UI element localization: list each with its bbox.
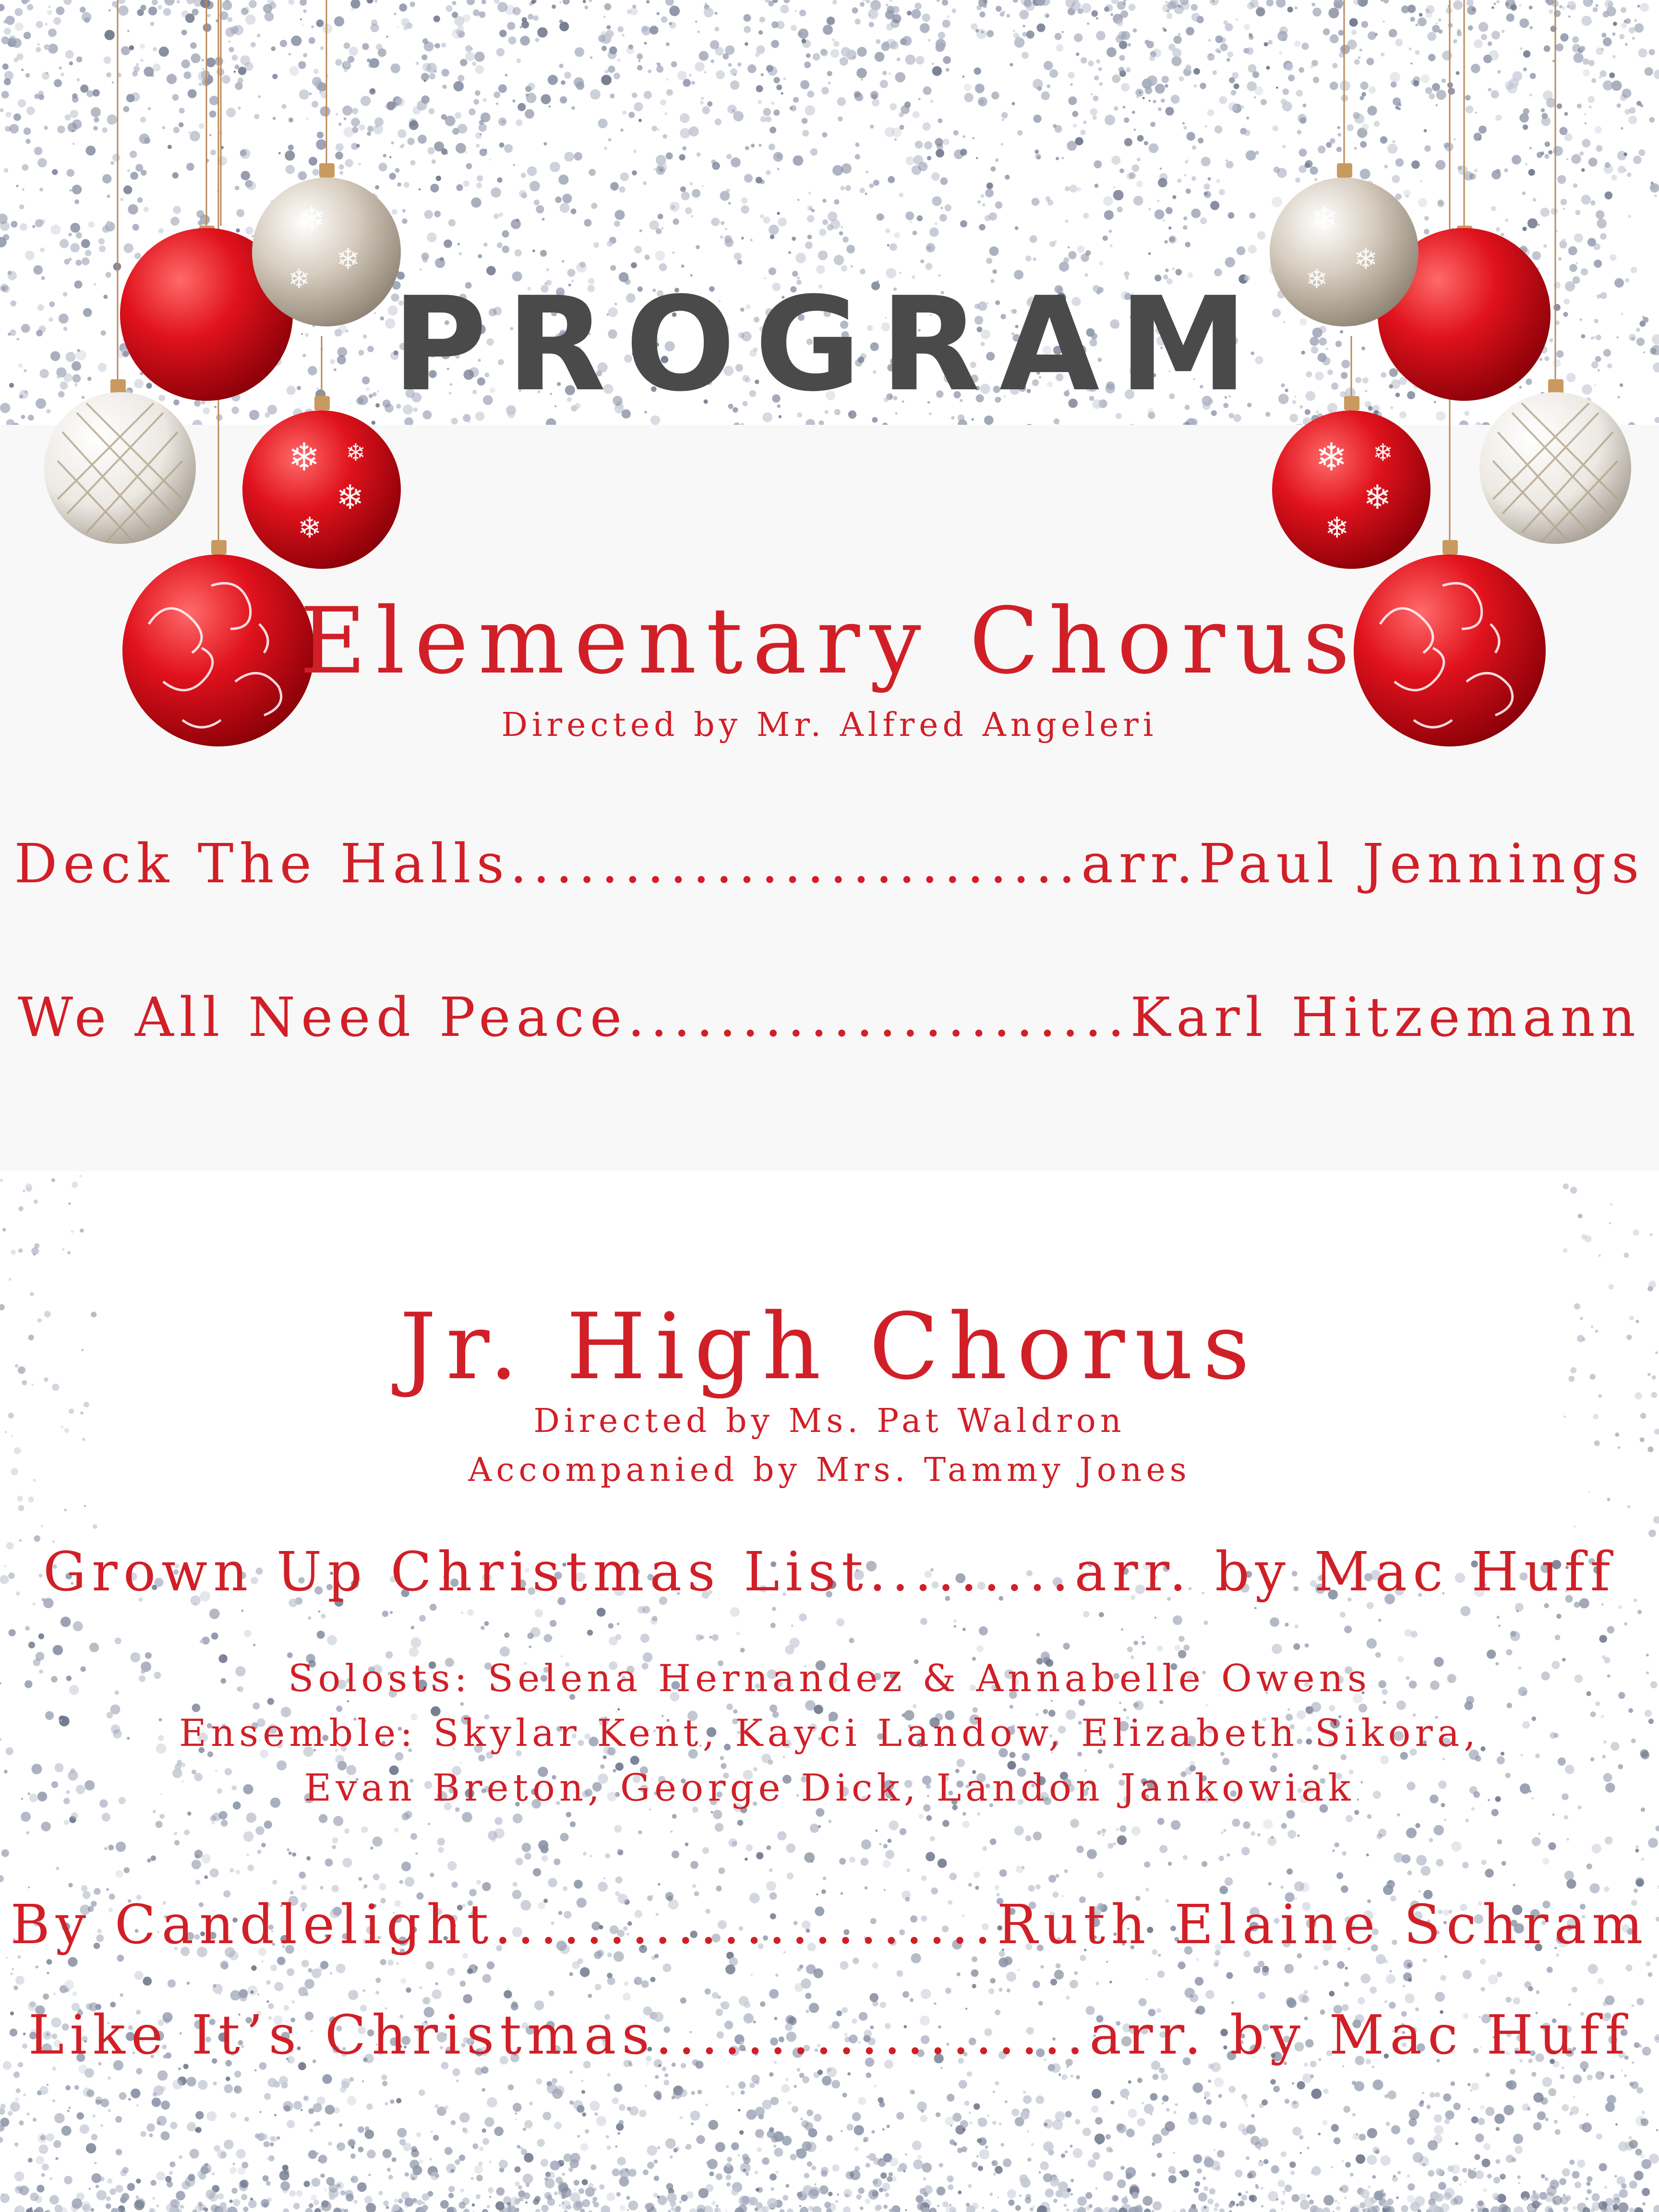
program-item: By Candlelight......................Ruth Elaine Schram [10, 1894, 1649, 1956]
program-item: Deck The Halls.........................arr.Paul Jennings [14, 833, 1645, 895]
program-item: Grown Up Christmas List.........arr. by Mac Huff [43, 1541, 1616, 1603]
page-title: PROGRAM [392, 269, 1267, 420]
soloists-line: Solosts: Selena Hernandez & Annabelle Owens [288, 1657, 1371, 1700]
program-item: Like It’s Christmas...................arr. by Mac Huff [28, 2004, 1631, 2067]
elementary-chorus-heading: Elementary Chorus [300, 588, 1359, 694]
ensemble-line: Evan Breton, George Dick, Landon Jankowiak [304, 1767, 1355, 1810]
jrhigh-accompanist: Accompanied by Mrs. Tammy Jones [468, 1451, 1191, 1489]
elementary-director: Directed by Mr. Alfred Angeleri [501, 706, 1158, 744]
performers-list [0, 1651, 1659, 1815]
jrhigh-director: Directed by Ms. Pat Waldron [533, 1402, 1126, 1440]
ensemble-line: Ensemble: Skylar Kent, Kayci Landow, Elizabeth Sikora, [179, 1712, 1480, 1755]
program-item: We All Need Peace......................Karl Hitzemann [18, 986, 1641, 1049]
jrhigh-chorus-heading: Jr. High Chorus [399, 1294, 1260, 1400]
